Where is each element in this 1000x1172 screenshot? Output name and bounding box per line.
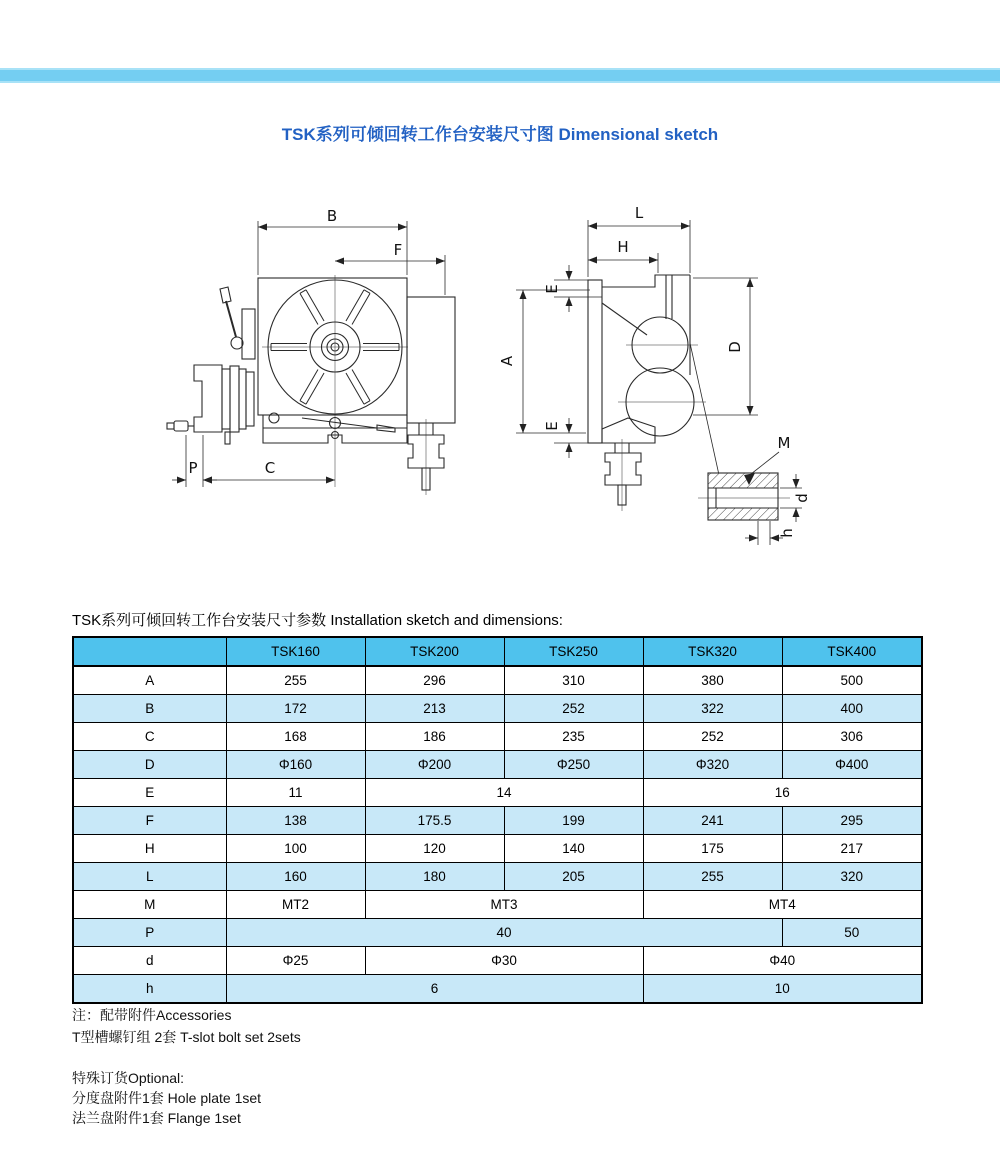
table-cell: 16 [643,779,922,807]
table-cell: 400 [782,695,922,723]
row-label: F [73,807,226,835]
table-row-E [73,779,922,807]
table-cell: 306 [782,723,922,751]
dimensional-sketch [150,185,850,565]
table-cell: Φ30 [365,947,643,975]
table-cell: 500 [782,666,922,695]
table-row-A [73,666,922,695]
table-cell: Φ25 [226,947,365,975]
row-label: D [73,751,226,779]
row-label: C [73,723,226,751]
table-cell: MT3 [365,891,643,919]
table-cell: 205 [504,863,643,891]
column-header-tsk250: TSK250 [504,637,643,666]
table-cell: Φ320 [643,751,782,779]
table-cell: 255 [643,863,782,891]
row-label: L [73,863,226,891]
table-cell: 175.5 [365,807,504,835]
table-cell: 180 [365,863,504,891]
table-cell: 235 [504,723,643,751]
table-cell: 138 [226,807,365,835]
dim-label-h: h [778,528,796,538]
row-label: P [73,919,226,947]
table-cell: MT2 [226,891,365,919]
table-cell: 175 [643,835,782,863]
dim-label-F: F [393,241,403,259]
note-optional-item-1: 分度盘附件1套 Hole plate 1set [72,1090,262,1106]
note-accessories-item: T型槽螺钉组 2套 T-slot bolt set 2sets [72,1029,301,1045]
table-cell: 255 [226,666,365,695]
table-cell: 160 [226,863,365,891]
table-cell: Φ250 [504,751,643,779]
table-cell: 241 [643,807,782,835]
note-optional-title: 特殊订货Optional: [72,1070,185,1086]
dim-label-A: A [498,355,516,367]
table-cell: MT4 [643,891,922,919]
table-cell: 296 [365,666,504,695]
table-cell: 6 [226,975,643,1004]
table-row-F [73,807,922,835]
row-label: d [73,947,226,975]
table-cell: Φ40 [643,947,922,975]
dimensions-table [72,636,923,1004]
table-cell: 310 [504,666,643,695]
table-cell: 14 [365,779,643,807]
dim-label-B: B [326,207,338,225]
table-row-P [73,919,922,947]
dim-label-E-bottom: E [543,421,561,431]
row-label: A [73,666,226,695]
table-row-M [73,891,922,919]
table-cell: 100 [226,835,365,863]
dim-label-C: C [264,459,276,477]
table-cell: 199 [504,807,643,835]
row-label: M [73,891,226,919]
row-label: H [73,835,226,863]
table-cell: 186 [365,723,504,751]
dim-label-d: d [793,493,811,503]
table-cell: 168 [226,723,365,751]
table-row-L [73,863,922,891]
dim-label-P: P [188,459,198,477]
dim-label-H: H [617,238,629,256]
table-header-row [73,637,922,666]
dim-label-D: D [726,341,744,353]
row-label: h [73,975,226,1004]
dim-label-M: M [777,434,791,452]
column-header-tsk160: TSK160 [226,637,365,666]
page-title: TSK系列可倾回转工作台安装尺寸图 Dimensional sketch [281,125,719,144]
dim-label-L: L [634,204,644,222]
table-cell: 120 [365,835,504,863]
table-cell: 252 [504,695,643,723]
table-cell: 320 [782,863,922,891]
table-cell: 380 [643,666,782,695]
table-cell: 50 [782,919,922,947]
note-optional-item-2: 法兰盘附件1套 Flange 1set [72,1110,241,1126]
row-label: B [73,695,226,723]
table-row-D [73,751,922,779]
table-row-C [73,723,922,751]
table-row-B [73,695,922,723]
table-cell: 213 [365,695,504,723]
table-row-d [73,947,922,975]
table-cell: 172 [226,695,365,723]
table-cell: 140 [504,835,643,863]
table-caption: TSK系列可倾回转工作台安装尺寸参数 Installation sketch and dimensions: [72,612,563,629]
table-cell: 217 [782,835,922,863]
dim-label-E-top: E [543,284,561,294]
column-header-tsk320: TSK320 [643,637,782,666]
table-row-H [73,835,922,863]
table-cell: Φ200 [365,751,504,779]
table-cell: Φ160 [226,751,365,779]
top-accent-bar [0,68,1000,83]
note-accessories-title: 注：配带附件Accessories [72,1007,232,1023]
table-cell: 322 [643,695,782,723]
column-header-tsk200: TSK200 [365,637,504,666]
table-cell: 252 [643,723,782,751]
column-header-blank [73,637,226,666]
table-cell: Φ400 [782,751,922,779]
table-cell: 295 [782,807,922,835]
table-cell: 40 [226,919,782,947]
column-header-tsk400: TSK400 [782,637,922,666]
table-cell: 10 [643,975,922,1004]
table-row-h [73,975,922,1004]
side-view-drawing [498,204,811,545]
table-cell: 11 [226,779,365,807]
front-view-drawing [167,207,455,495]
row-label: E [73,779,226,807]
